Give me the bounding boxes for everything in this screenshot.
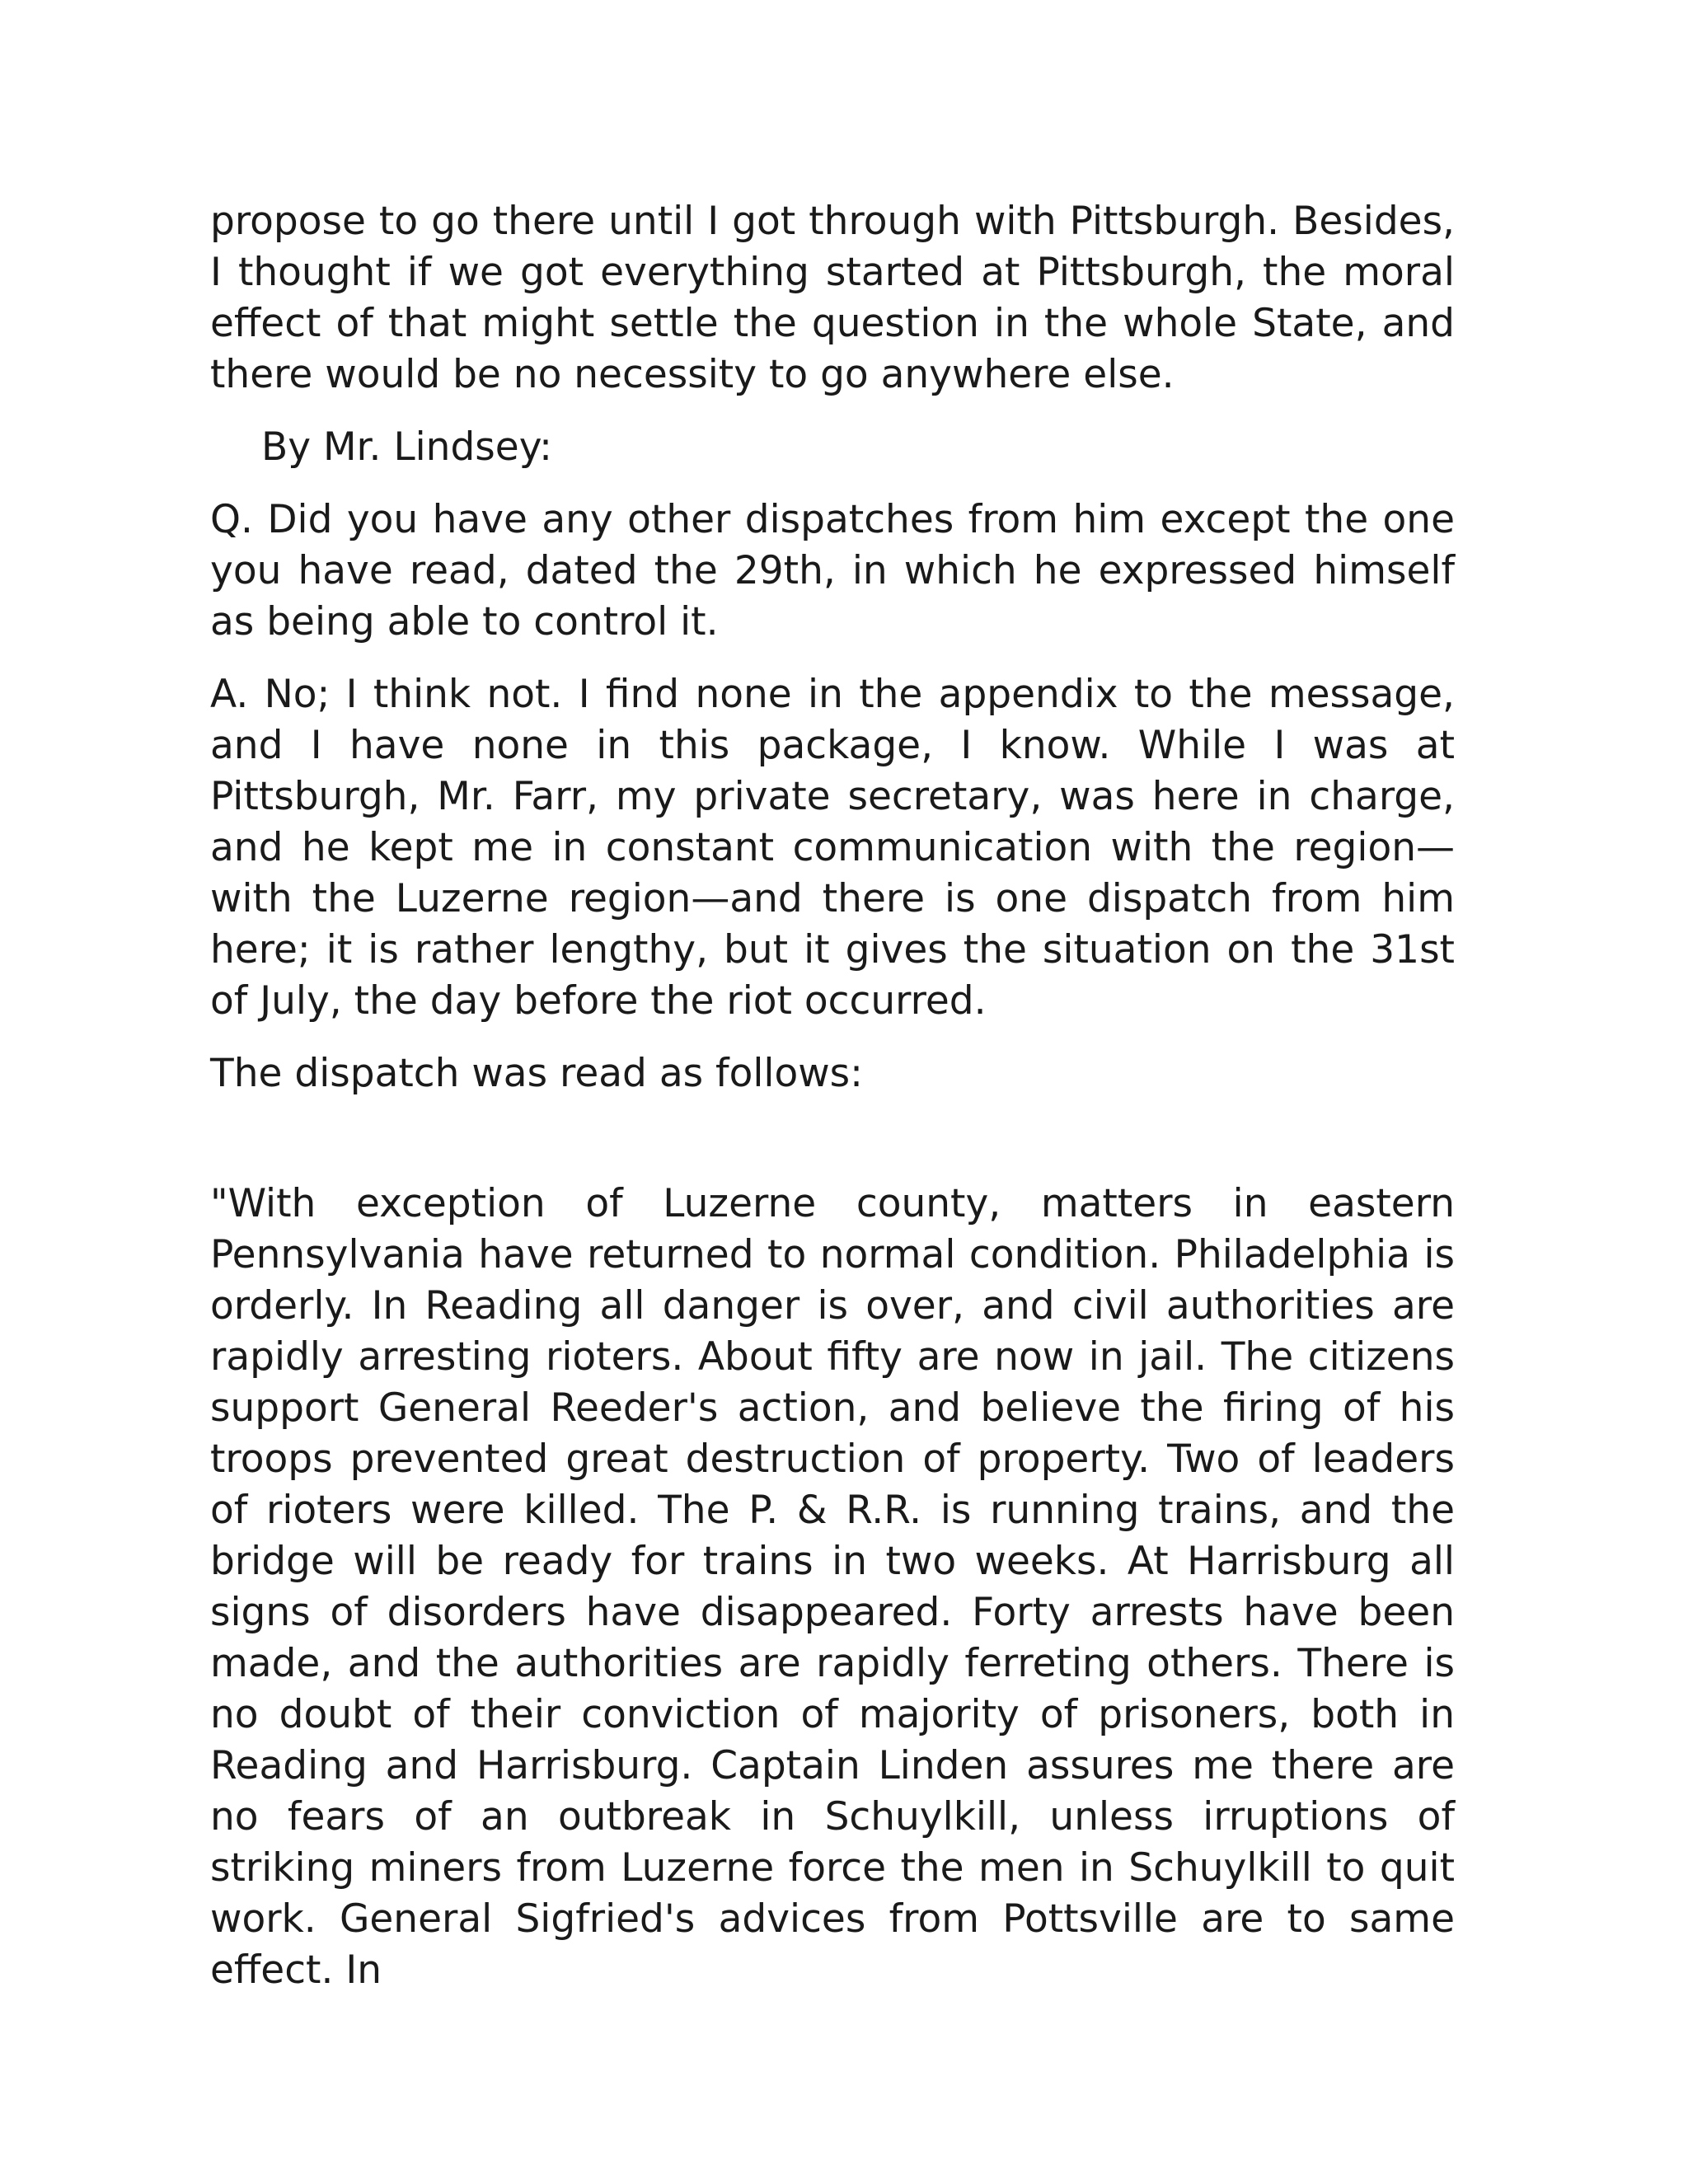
dispatch-quote: "With exception of Luzerne county, matters in eastern Pennsylvania have returned to normal condition. Philadelphia is orderly. In Reading all danger is over, and civil authorities are rapidly arresting rioters. About fifty are now in jail. The citizens support General Reeder's action, and believe the firing of his troops prevented great destruction of property. Two of leaders of rioters were killed. The P. & R.R. is running trains, and the bridge will be ready for trains in two weeks. At Harrisburg all signs of disorders have disappeared. Forty arrests have been made, and the authorities are rapidly ferreting others. There is no doubt of their conviction of majority of prisoners, both in Reading and Harrisburg. Captain Linden assures me there are no fears of an outbreak in Schuylkill, unless irruptions of striking miners from Luzerne force the men in Schuylkill to quit work. General Sigfried's advices from Pottsville are to same effect. In [210,1181,1455,1993]
paragraph-continuation: propose to go there until I got through with Pittsburgh. Besides, I thought if we got everything started at Pittsburgh, the moral effect of that might settle the question in the whole State, and there would be no necessity to go anywhere else. [210,199,1455,397]
text-column [210,196,1455,2018]
dispatch-lead-in: The dispatch was read as follows: [210,1051,863,1096]
answer-paragraph: A. No; I think not. I find none in the appendix to the message, and I have none in this package, I know. While I was at Pittsburgh, Mr. Farr, my private secretary, was here in charge, and he kept me in constant communication with the region—with the Luzerne region—and there is one dispatch from him here; it is rather lengthy, but it gives the situation on the 31st of July, the day before the riot occurred. [210,672,1455,1024]
speaker-line: By Mr. Lindsey: [261,424,552,470]
question-paragraph: Q. Did you have any other dispatches from him except the one you have read, dated the 29th, in which he expressed himself as being able to control it. [210,497,1455,644]
